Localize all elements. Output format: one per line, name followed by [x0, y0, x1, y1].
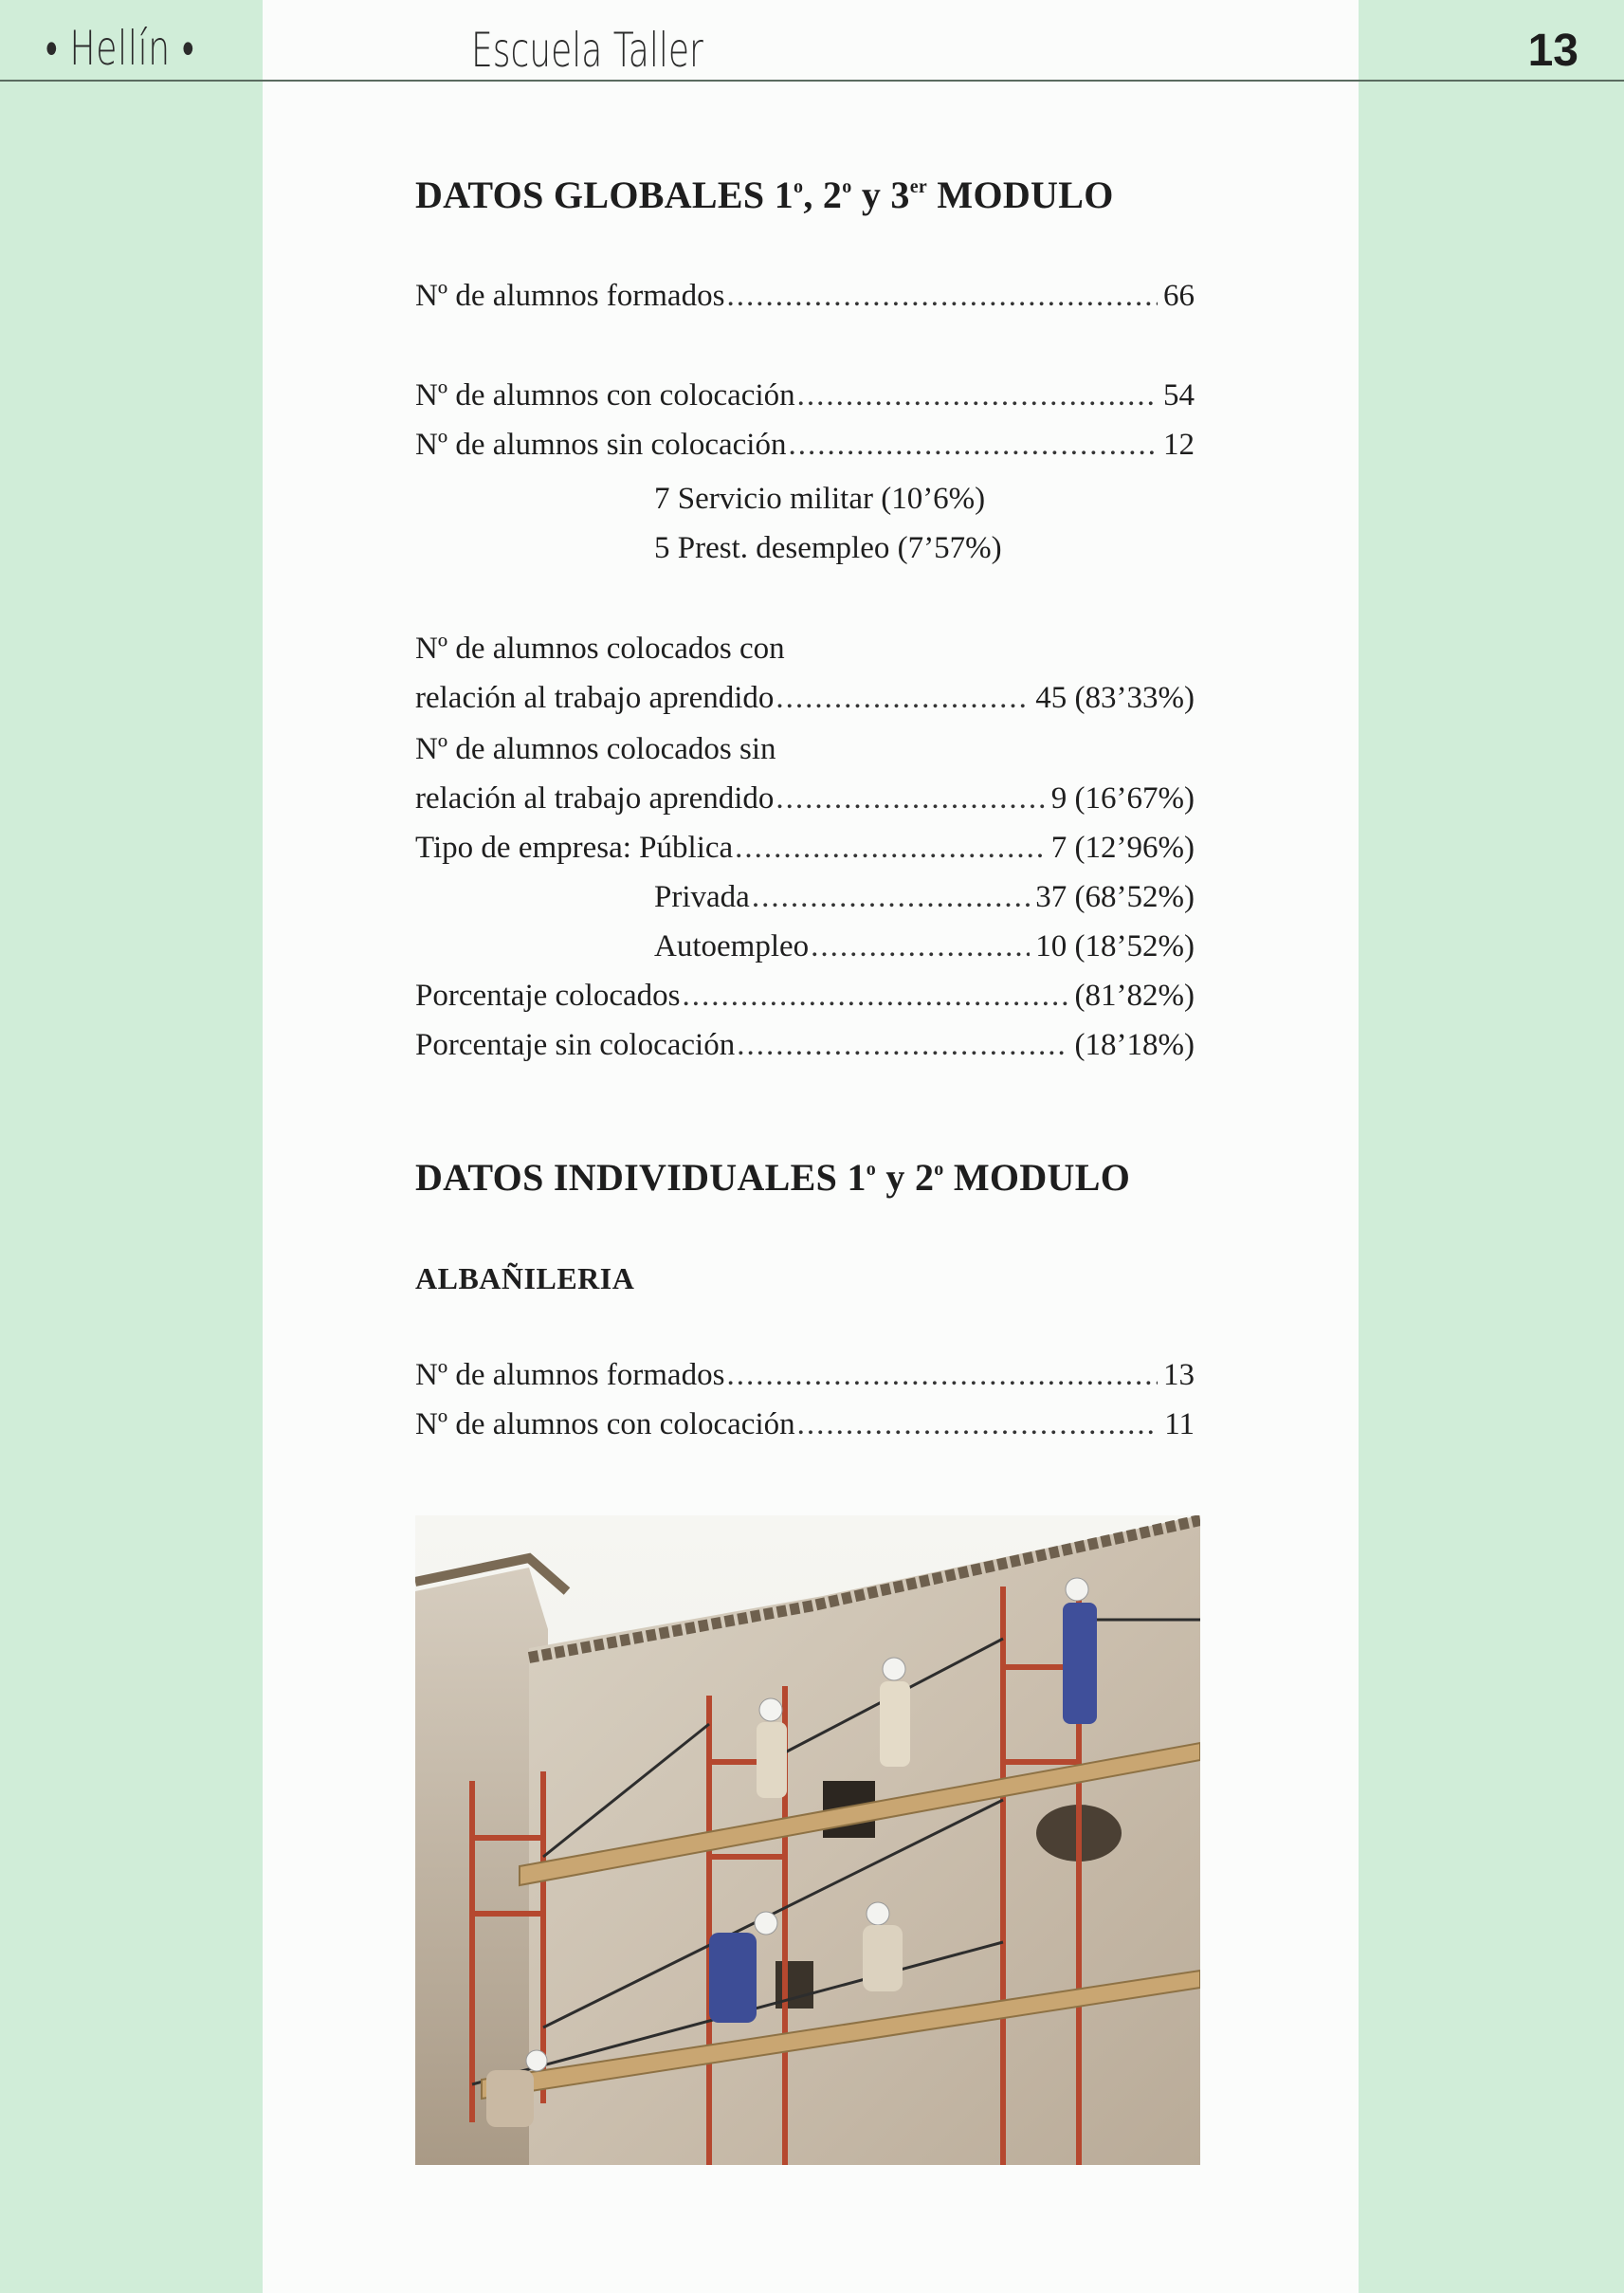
- global-sin-colocacion-row: Nº de alumnos sin colocación ..... 12: [415, 428, 1195, 473]
- page-number: 13: [1527, 26, 1578, 76]
- left-green-band: [0, 0, 263, 2293]
- albanileria-formados-row: Nº de alumnos formados ..... 13: [415, 1358, 1195, 1403]
- servicio-militar-note: 7 Servicio militar (10’6%): [654, 482, 986, 516]
- sin-relacion-line1: Nº de alumnos colocados sin: [415, 732, 776, 766]
- tipo-empresa-publica-row: Tipo de empresa: Pública ..... 7 (12’96%): [415, 831, 1195, 876]
- con-relacion-line1: Nº de alumnos colocados con: [415, 632, 785, 666]
- section-albanileria: ALBAÑILERIA: [415, 1261, 635, 1295]
- individual-title: DATOS INDIVIDUALES 1$^o$ y 2$^o$ MODULO: [415, 1156, 1131, 1199]
- porcentaje-colocados-row: Porcentaje colocados ..... (81’82%): [415, 979, 1195, 1024]
- header-town: • Hellín •: [46, 21, 195, 76]
- right-green-band: [1359, 0, 1624, 2293]
- tipo-empresa-autoempleo-row: Autoempleo ..... 10 (18’52%): [654, 929, 1195, 975]
- porcentaje-sin-colocacion-row: Porcentaje sin colocación ..... (18’18%): [415, 1028, 1195, 1073]
- global-formados-row: Nº de alumnos formados ..... 66: [415, 279, 1195, 324]
- global-sin-relacion-row: relación al trabajo aprendido ..... 9 (16’67%): [415, 781, 1195, 827]
- global-con-relacion-row: relación al trabajo aprendido ..... 45 (83’33%): [415, 681, 1195, 726]
- tipo-empresa-privada-row: Privada ..... 37 (68’52%): [654, 880, 1195, 926]
- global-title: DATOS GLOBALES 1$^o$, 2$^o$ y 3er MODULO: [415, 174, 1114, 216]
- header-rule: [0, 80, 1624, 82]
- header-school: Escuela Taller: [471, 23, 703, 78]
- prest-desempleo-note: 5 Prest. desempleo (7’57%): [654, 531, 1002, 565]
- albanileria-con-colocacion-row: Nº de alumnos con colocación ..... 11: [415, 1407, 1195, 1453]
- global-con-colocacion-row: Nº de alumnos con colocación ..... 54: [415, 378, 1195, 424]
- scaffolding-workers-photo: [415, 1515, 1200, 2165]
